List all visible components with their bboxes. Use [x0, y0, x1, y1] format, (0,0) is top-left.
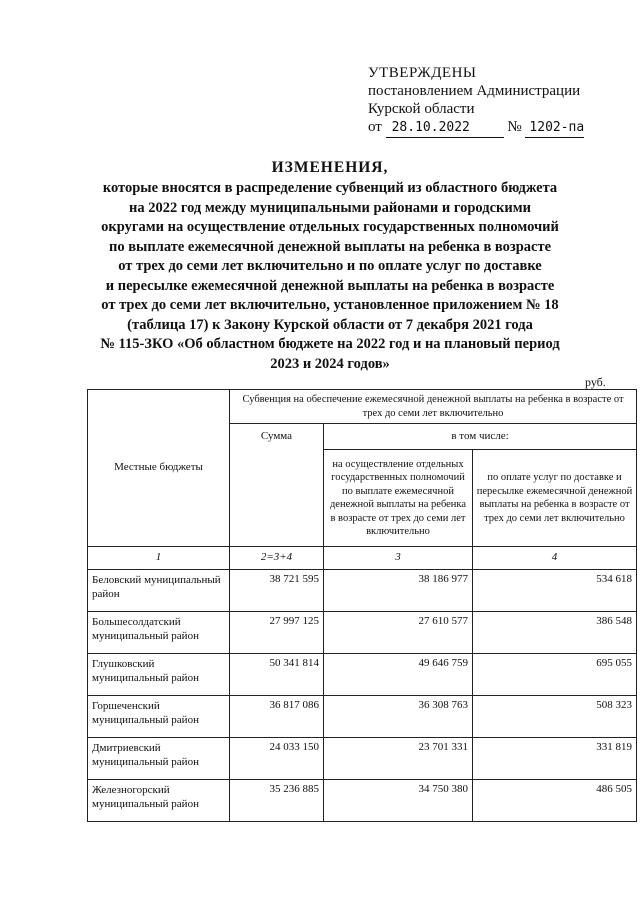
subvention-table: [87, 389, 637, 822]
header-local-budgets: Местные бюджеты: [88, 390, 230, 547]
header-payment: на осуществление отдельных государственных полномочий по выплате ежемесячной денежной выплаты на ребенка в возрасте от трех до семи лет включительно: [324, 450, 473, 547]
title-line: от трех до семи лет включительно и по оплате услуг по доставке: [118, 258, 542, 274]
approval-line-1: постановлением Администрации: [368, 83, 581, 99]
row-name: Беловский муниципальный район: [88, 570, 230, 612]
index-cell: 2=3+4: [230, 547, 324, 570]
title-line: по выплате ежемесячной денежной выплаты на ребенка в возрасте: [108, 238, 552, 255]
row-payment: 38 186 977: [324, 570, 473, 612]
row-sum: 36 817 086: [230, 696, 324, 738]
approval-date: 28.10.2022: [386, 119, 504, 138]
row-payment: 36 308 763: [324, 696, 473, 738]
title-line: на 2022 год между муниципальными районами и городскими: [129, 199, 531, 216]
title-line: округами на осуществление отдельных государственных полномочий: [101, 219, 559, 235]
row-delivery: 486 505: [473, 780, 637, 822]
approval-stamp: [368, 64, 608, 138]
approval-number: 1202-па: [525, 119, 584, 138]
approval-date-line: [368, 118, 608, 138]
table-row: [88, 738, 637, 780]
row-delivery: 695 055: [473, 654, 637, 696]
row-name: Глушковский муниципальный район: [88, 654, 230, 696]
table-row: [88, 654, 637, 696]
title-line: и пересылке ежемесячной денежной выплаты на ребенка в возрасте: [105, 277, 555, 294]
approval-line-2: Курской области: [368, 101, 475, 117]
from-label: от: [368, 119, 382, 135]
header-delivery: по оплате услуг по доставке и пересылке ежемесячной денежной выплаты на ребенка в возрасте от трех до семи лет включительно: [473, 450, 637, 547]
row-sum: 35 236 885: [230, 780, 324, 822]
row-payment: 23 701 331: [324, 738, 473, 780]
row-name: Железногорский муниципальный район: [88, 780, 230, 822]
title-line: (таблица 17) к Закону Курской области от 7 декабря 2021 года: [127, 316, 533, 333]
row-sum: 24 033 150: [230, 738, 324, 780]
row-delivery: 386 548: [473, 612, 637, 654]
row-payment: 49 646 759: [324, 654, 473, 696]
row-sum: 50 341 814: [230, 654, 324, 696]
table-row: [88, 612, 637, 654]
table-row: [88, 696, 637, 738]
row-sum: 38 721 595: [230, 570, 324, 612]
title-line: 2023 и 2024 годов»: [270, 355, 390, 372]
number-label: №: [507, 119, 522, 135]
index-cell: 3: [324, 547, 473, 570]
table-row: [88, 780, 637, 822]
currency-unit: руб.: [585, 375, 606, 389]
document-title: [70, 158, 590, 374]
row-name: Дмитриевский муниципальный район: [88, 738, 230, 780]
row-delivery: 331 819: [473, 738, 637, 780]
row-name: Горшеченский муниципальный район: [88, 696, 230, 738]
row-delivery: 508 323: [473, 696, 637, 738]
index-cell: 4: [473, 547, 637, 570]
index-cell: 1: [88, 547, 230, 570]
row-sum: 27 997 125: [230, 612, 324, 654]
header-subvention: Субвенция на обеспечение ежемесячной денежной выплаты на ребенка в возрасте от трех до семи лет включительно: [230, 390, 637, 424]
header-sum: Сумма: [230, 424, 324, 547]
title-line: от трех до семи лет включительно, установленное приложением № 18: [101, 297, 559, 313]
row-payment: 27 610 577: [324, 612, 473, 654]
row-delivery: 534 618: [473, 570, 637, 612]
header-including: в том числе:: [324, 424, 637, 450]
table-row: [88, 570, 637, 612]
approval-heading: УТВЕРЖДЕНЫ: [368, 65, 477, 81]
title-body: [70, 179, 590, 374]
title-main: ИЗМЕНЕНИЯ,: [271, 159, 389, 176]
title-line: № 115-ЗКО «Об областном бюджете на 2022 год и на плановый период: [100, 336, 560, 352]
title-line: которые вносятся в распределение субвенций из областного бюджета: [102, 180, 558, 196]
row-name: Большесолдатский муниципальный район: [88, 612, 230, 654]
row-payment: 34 750 380: [324, 780, 473, 822]
